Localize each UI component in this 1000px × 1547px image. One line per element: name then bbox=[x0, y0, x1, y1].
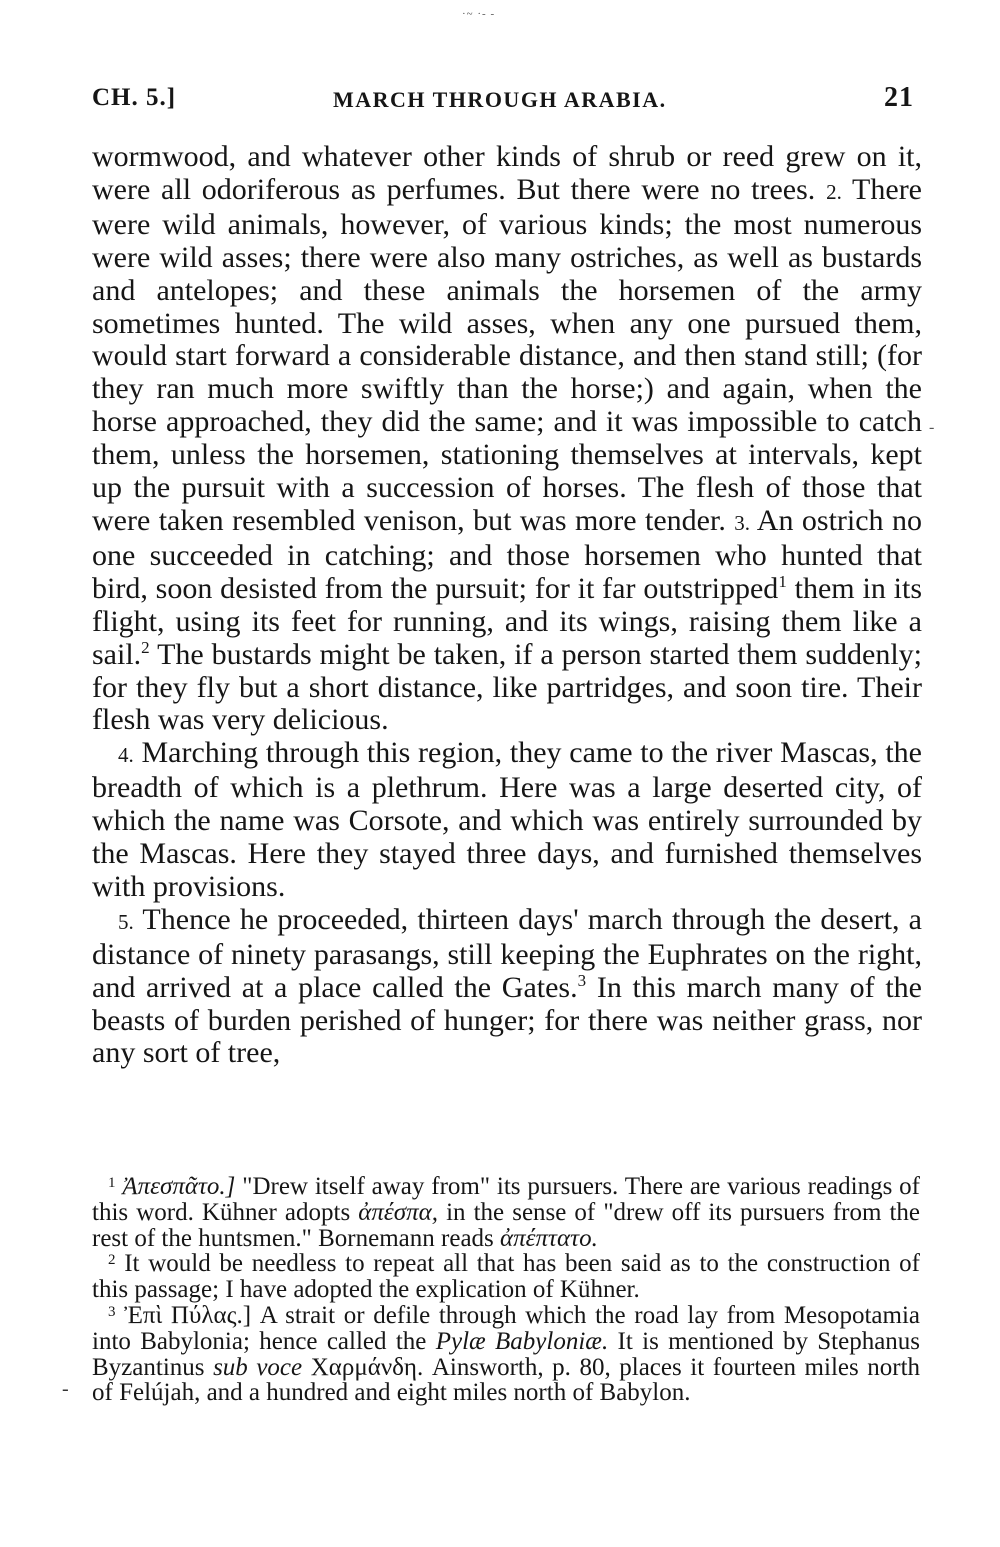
footnote-mark: 1 bbox=[108, 1175, 116, 1191]
footnote-text: "Drew itself away from" its pursuers. There are various readings of this word. Kühner adopts bbox=[92, 1173, 920, 1226]
footnote-text: It would be needless to repeat all that has been said as to the construction of this passage; I have adopted the explication of Kühner. bbox=[92, 1250, 920, 1304]
footnote-text: It is mentioned by Stephanus Byzantinus bbox=[92, 1327, 921, 1381]
footnote-text: A strait or defile through which the road lay from Mesopotamia into Babylonia; hence called the bbox=[92, 1301, 920, 1355]
footnote-3 bbox=[92, 1303, 920, 1406]
paragraph-3 bbox=[92, 904, 922, 1071]
section-number: 3. bbox=[734, 510, 751, 535]
paragraph-2 bbox=[92, 737, 922, 904]
footnote-text: Ainsworth, p. 80, places it fourteen miles north of Felújah, and a hundred and eight miles north of Babylon. bbox=[92, 1353, 921, 1407]
greek-term: Χαρμάνδη. bbox=[310, 1353, 424, 1381]
chapter-header: CH. 5.] bbox=[92, 84, 177, 111]
page-number: 21 bbox=[884, 82, 914, 113]
text-run: An ostrich no one succeeded in catching; and those horsemen who hunted that bird, soon desisted from the pursuit; for it far outstripped bbox=[92, 503, 922, 605]
greek-term: ἀπέπτατο. bbox=[500, 1224, 598, 1252]
footnote-ref[interactable]: 1 bbox=[778, 571, 787, 591]
footnote-2 bbox=[92, 1251, 920, 1303]
latin-term: sub voce bbox=[213, 1353, 303, 1381]
section-number: 2. bbox=[826, 179, 842, 204]
main-text bbox=[92, 141, 922, 1070]
text-run: them in its flight, using its feet for running, and its wings, raising them like a sail. bbox=[92, 571, 923, 671]
greek-term: Ἐπὶ Πύλας.] bbox=[124, 1301, 252, 1329]
footnote-mark: 3 bbox=[108, 1303, 116, 1320]
margin-dash-left: - bbox=[62, 1378, 69, 1400]
text-run: Thence he proceeded, thirteen days' march through the desert, a distance of ninety parasangs, still keeping the Euphrates on the right, and arrived at a place called the Gates. bbox=[92, 902, 922, 1004]
section-number: 4. bbox=[118, 743, 134, 768]
text-run: In this march many of the beasts of burden perished of hunger; for there was neither grass, nor any sort of tree, bbox=[92, 970, 922, 1070]
section-number: 5. bbox=[118, 909, 134, 934]
paragraph-1 bbox=[92, 141, 922, 737]
text-run: The bustards might be taken, if a person started them suddenly; for they fly but a short distance, like partridges, and soon tire. Their flesh was very delicious. bbox=[92, 637, 922, 737]
text-run: wormwood, and whatever other kinds of shrub or reed grew on it, were all odoriferous as perfumes. But there were no trees. bbox=[92, 140, 922, 206]
greek-term: ἀπέσπα, bbox=[358, 1198, 439, 1226]
text-run: Marching through this region, they came to the river Mascas, the breadth of which is a plethrum. Here was a large deserted city, of which the name was Corsote, and which was entirely surrounded by the Mascas. Here they stayed three days, and furnished themselves with provisions. bbox=[92, 736, 922, 903]
margin-dash-right: - bbox=[929, 419, 935, 436]
latin-term: Pylæ Babyloniæ. bbox=[435, 1327, 609, 1355]
footnote-ref[interactable]: 3 bbox=[577, 970, 587, 990]
footnote-text: in the sense of "drew off its pursuers from the rest of the huntsmen." Bornemann reads bbox=[92, 1198, 921, 1252]
top-smudge: ·~ ·- - bbox=[462, 8, 496, 20]
footnote-1 bbox=[92, 1174, 920, 1251]
greek-term: Ἀπεσπᾶτο.] bbox=[122, 1173, 236, 1200]
text-run: There were wild animals, however, of various kinds; the most numerous were wild asses; there were also many ostriches, as well as bustards and antelopes; and these animals the horsemen of the army sometimes hunted. The wild asses, when any one pursued them, would start forward a considerable distance, and then stand still; (for they ran much more swiftly than the horse;) and again, when the horse approached, they did the same; and it was impossible to catch them, unless the horsemen, stationing themselves at intervals, kept up the pursuit with a succession of horses. The flesh of those that were taken resembled venison, but was more tender. bbox=[92, 172, 922, 537]
running-title: MARCH THROUGH ARABIA. bbox=[333, 87, 667, 112]
footnote-ref[interactable]: 2 bbox=[141, 637, 150, 657]
footnote-mark: 2 bbox=[108, 1252, 116, 1269]
footnotes bbox=[92, 1174, 920, 1406]
